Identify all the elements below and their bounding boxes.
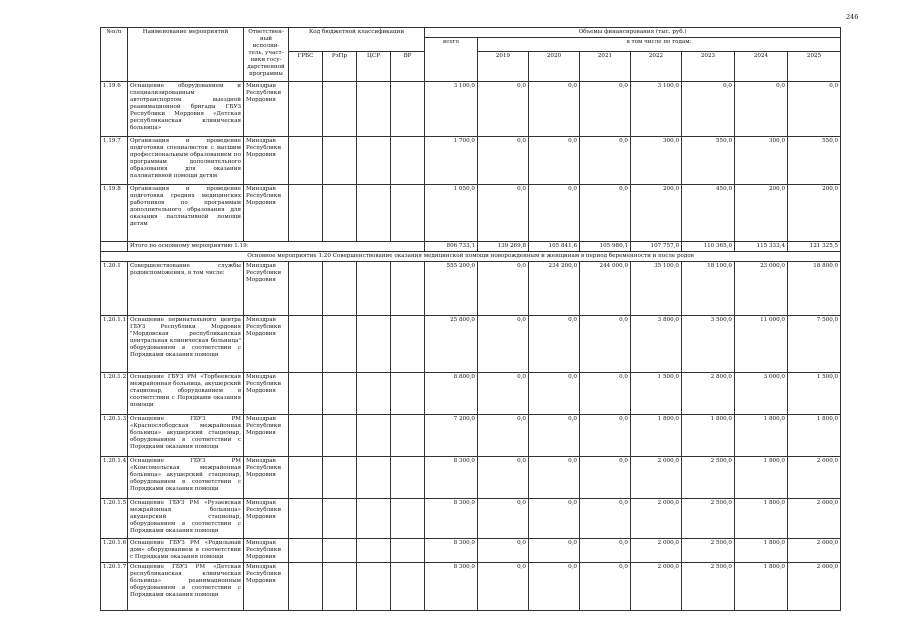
row-code-cell (289, 563, 323, 611)
row-year-value: 0,0 (580, 373, 631, 415)
row-name: Оснащение ГБУЗ РМ «Рузаевская межрайонная больница» акушерский стационар, оборудованием в соответствии с Порядками оказания помощи (128, 499, 244, 539)
row-year-value: 0,0 (529, 415, 580, 457)
header-name: Наименование мероприятий (128, 28, 244, 82)
row-code-cell (391, 457, 425, 499)
row-year-value: 0,0 (580, 316, 631, 373)
table-row (101, 563, 841, 611)
row-year-value: 234 200,0 (529, 262, 580, 316)
header-year: 2020 (529, 52, 580, 82)
row-total: 1 050,0 (425, 185, 478, 242)
header-code-grbs: ГРБС (289, 52, 323, 82)
row-year-value: 244 000,0 (580, 262, 631, 316)
row-year-value: 1 800,0 (735, 563, 788, 611)
row-year-value: 0,0 (529, 563, 580, 611)
row-year-value: 0,0 (529, 539, 580, 563)
subtotal-year-value: 121 325,5 (788, 242, 841, 252)
row-code-cell (391, 82, 425, 137)
header-including: в том числе по годам: (478, 38, 841, 52)
row-code-cell (289, 539, 323, 563)
row-code-cell (357, 316, 391, 373)
row-code-cell (289, 316, 323, 373)
row-year-value: 0,0 (529, 137, 580, 185)
row-total: 8 800,0 (425, 373, 478, 415)
row-code-cell (323, 499, 357, 539)
row-year-value: 2 000,0 (631, 457, 682, 499)
header-row-1 (101, 28, 841, 38)
row-year-value: 3 500,0 (682, 316, 735, 373)
row-year-value: 2 000,0 (631, 499, 682, 539)
row-code-cell (357, 262, 391, 316)
row-code-cell (391, 563, 425, 611)
header-year: 2021 (580, 52, 631, 82)
row-year-value: 0,0 (580, 415, 631, 457)
subtotal-row (101, 242, 841, 252)
subtotal-year-value: 105 841,6 (529, 242, 580, 252)
row-total: 25 800,0 (425, 316, 478, 373)
row-code-cell (323, 373, 357, 415)
row-total: 555 200,0 (425, 262, 478, 316)
row-year-value: 200,0 (788, 185, 841, 242)
row-year-value: 35 100,0 (631, 262, 682, 316)
row-year-value: 0,0 (478, 82, 529, 137)
row-year-value: 0,0 (529, 185, 580, 242)
table-row (101, 373, 841, 415)
row-code-cell (391, 415, 425, 457)
financing-table (100, 27, 841, 611)
row-year-value: 23 000,0 (735, 262, 788, 316)
row-name: Оснащение ГБУЗ РМ «Детская республиканская клиническая больница» реанимационным оборудованием в соответствии с Порядками оказания помощи (128, 563, 244, 611)
row-id: 1.20.1.5 (101, 499, 128, 539)
row-code-cell (323, 185, 357, 242)
row-responsible: Минздрав Республики Мордовия (244, 457, 289, 499)
row-name: Организация и проведение подготовки специалистов с высшим профессиональным образованием по программам дополнительного образования для оказания паллиативной помощи детям (128, 137, 244, 185)
row-year-value: 550,0 (682, 137, 735, 185)
row-code-cell (391, 262, 425, 316)
row-id: 1.20.1.2 (101, 373, 128, 415)
row-code-cell (289, 373, 323, 415)
row-year-value: 0,0 (580, 457, 631, 499)
row-year-value: 2 000,0 (788, 457, 841, 499)
header-code-rzpr: РзПр (323, 52, 357, 82)
row-year-value: 18 100,0 (682, 262, 735, 316)
row-code-cell (357, 137, 391, 185)
row-year-value: 0,0 (682, 82, 735, 137)
row-responsible: Минздрав Республики Мордовия (244, 539, 289, 563)
row-year-value: 0,0 (580, 563, 631, 611)
row-id: 1.20.1.6 (101, 539, 128, 563)
header-year: 2022 (631, 52, 682, 82)
row-code-cell (289, 82, 323, 137)
header-total: всего (425, 38, 478, 82)
table-row (101, 185, 841, 242)
row-year-value: 1 800,0 (735, 539, 788, 563)
row-year-value: 1 800,0 (735, 499, 788, 539)
row-year-value: 2 000,0 (788, 563, 841, 611)
row-year-value: 11 000,0 (735, 316, 788, 373)
row-name: Оснащение оборудованием и специализированным автотранспортом выездной реанимационной бригады ГБУЗ Республики Мордовия «Детская республиканская клиническая больница» (128, 82, 244, 137)
subtotal-year-value: 105 980,1 (580, 242, 631, 252)
row-year-value: 200,0 (631, 185, 682, 242)
row-id: 1.20.1.4 (101, 457, 128, 499)
row-year-value: 0,0 (478, 185, 529, 242)
row-year-value: 1 500,0 (788, 373, 841, 415)
row-code-cell (289, 415, 323, 457)
row-year-value: 1 800,0 (735, 457, 788, 499)
row-year-value: 0,0 (478, 457, 529, 499)
row-code-cell (391, 539, 425, 563)
row-code-cell (289, 457, 323, 499)
row-id: 1.19.8 (101, 185, 128, 242)
subtotal-year-value: 110 365,0 (682, 242, 735, 252)
header-budget-code: Код бюджетной классификации (289, 28, 425, 52)
row-total: 3 100,0 (425, 82, 478, 137)
row-code-cell (391, 316, 425, 373)
row-year-value: 0,0 (529, 316, 580, 373)
row-responsible: Минздрав Республики Мордовия (244, 373, 289, 415)
row-year-value: 2 500,0 (682, 563, 735, 611)
row-year-value: 200,0 (735, 185, 788, 242)
row-year-value: 0,0 (580, 499, 631, 539)
row-year-value: 1 500,0 (631, 373, 682, 415)
subtotal-total: 806 733,1 (425, 242, 478, 252)
row-year-value: 0,0 (478, 563, 529, 611)
header-year: 2025 (788, 52, 841, 82)
row-year-value: 0,0 (529, 82, 580, 137)
row-year-value: 2 000,0 (631, 563, 682, 611)
row-code-cell (357, 82, 391, 137)
table-row (101, 415, 841, 457)
row-id: 1.20.1.3 (101, 415, 128, 457)
row-year-value: 7 500,0 (788, 316, 841, 373)
header-year: 2019 (478, 52, 529, 82)
row-responsible: Минздрав Республики Мордовия (244, 563, 289, 611)
row-year-value: 0,0 (529, 499, 580, 539)
row-name: Организация и проведение подготовки средних медицинских работников по программам дополнительного образования для оказания паллиативной помощи детям (128, 185, 244, 242)
row-year-value: 0,0 (478, 316, 529, 373)
row-year-value: 18 800,0 (788, 262, 841, 316)
table-row (101, 137, 841, 185)
row-name: Оснащение ГБУЗ РМ «Торбеевская межрайонная больница, акушерский стационар, оборудованием в соответствии с Порядками оказания помощи (128, 373, 244, 415)
row-year-value: 2 500,0 (682, 499, 735, 539)
row-id: 1.20.1.7 (101, 563, 128, 611)
row-code-cell (323, 563, 357, 611)
row-year-value: 3 000,0 (735, 373, 788, 415)
subtotal-year-value: 107 757,0 (631, 242, 682, 252)
row-total: 8 300,0 (425, 499, 478, 539)
row-name: Совершенствование службы родовспоможения, в том числе: (128, 262, 244, 316)
row-year-value: 0,0 (478, 262, 529, 316)
row-total: 1 700,0 (425, 137, 478, 185)
row-responsible: Минздрав Республики Мордовия (244, 415, 289, 457)
row-id: 1.19.6 (101, 82, 128, 137)
row-year-value: 3 100,0 (631, 82, 682, 137)
row-year-value: 1 800,0 (631, 415, 682, 457)
row-total: 8 300,0 (425, 457, 478, 499)
subtotal-year-value: 139 269,8 (478, 242, 529, 252)
row-year-value: 450,0 (682, 185, 735, 242)
row-code-cell (357, 415, 391, 457)
header-code-vr: ВР (391, 52, 425, 82)
row-responsible: Минздрав Республики Мордовия (244, 185, 289, 242)
row-year-value: 3 800,0 (631, 316, 682, 373)
row-year-value: 300,0 (631, 137, 682, 185)
row-year-value: 2 000,0 (788, 539, 841, 563)
row-year-value: 2 500,0 (682, 457, 735, 499)
row-responsible: Минздрав Республики Мордовия (244, 82, 289, 137)
subtotal-label: Итого по основному мероприятию 1.19: (128, 242, 425, 252)
row-total: 7 200,0 (425, 415, 478, 457)
row-year-value: 0,0 (580, 137, 631, 185)
row-code-cell (391, 185, 425, 242)
row-code-cell (323, 316, 357, 373)
header-no: №п/п (101, 28, 128, 82)
row-total: 8 300,0 (425, 563, 478, 611)
row-year-value: 300,0 (735, 137, 788, 185)
row-code-cell (323, 457, 357, 499)
row-id: 1.20.1.1 (101, 316, 128, 373)
row-code-cell (357, 373, 391, 415)
row-code-cell (391, 137, 425, 185)
header-financing: Объемы финансирования (тыс. руб.) (425, 28, 841, 38)
row-year-value: 0,0 (529, 373, 580, 415)
table-row (101, 262, 841, 316)
row-code-cell (357, 563, 391, 611)
row-year-value: 1 800,0 (735, 415, 788, 457)
header-responsible: Ответствен-ный исполни-тель, участ-ники госу-дарственной программы (244, 28, 289, 82)
row-year-value: 0,0 (478, 499, 529, 539)
row-year-value: 1 800,0 (788, 415, 841, 457)
header-year: 2024 (735, 52, 788, 82)
row-year-value: 2 800,0 (682, 373, 735, 415)
row-name: Оснащение ГБУЗ РМ «Родильный дом» оборудованием в соответствии с Порядками оказания помощи (128, 539, 244, 563)
subtotal-year-value: 115 333,4 (735, 242, 788, 252)
row-code-cell (323, 539, 357, 563)
header-year: 2023 (682, 52, 735, 82)
row-year-value: 0,0 (478, 373, 529, 415)
row-responsible: Минздрав Республики Мордовия (244, 137, 289, 185)
table-row (101, 316, 841, 373)
subtotal-empty (101, 242, 128, 252)
table-row (101, 82, 841, 137)
row-code-cell (323, 262, 357, 316)
row-year-value: 0,0 (580, 82, 631, 137)
row-code-cell (289, 262, 323, 316)
row-year-value: 0,0 (735, 82, 788, 137)
row-code-cell (323, 82, 357, 137)
row-code-cell (391, 373, 425, 415)
table-row (101, 539, 841, 563)
row-year-value: 0,0 (788, 82, 841, 137)
row-responsible: Минздрав Республики Мордовия (244, 316, 289, 373)
row-year-value: 2 000,0 (788, 499, 841, 539)
row-responsible: Минздрав Республики Мордовия (244, 499, 289, 539)
row-code-cell (323, 415, 357, 457)
row-name: Оснащение перинатального центра ГБУЗ Республики Мордовия "Мордовская республиканская центральная клиническая больница" оборудованием в соответствии с Порядками оказания помощи (128, 316, 244, 373)
row-name: Оснащение ГБУЗ РМ «Краснослободская межрайонная больница» акушерский стационар, оборудованием в соответствии с Порядками оказания помощи (128, 415, 244, 457)
row-id: 1.19.7 (101, 137, 128, 185)
section-row (101, 252, 841, 262)
row-code-cell (357, 185, 391, 242)
row-code-cell (323, 137, 357, 185)
row-code-cell (289, 137, 323, 185)
row-code-cell (289, 499, 323, 539)
table-row (101, 457, 841, 499)
row-year-value: 0,0 (580, 539, 631, 563)
row-name: Оснащение ГБУЗ РМ «Комсомольская межрайонная больница» акушерский стационар, оборудованием в соответствии с Порядками оказания помощи (128, 457, 244, 499)
row-code-cell (357, 457, 391, 499)
row-code-cell (289, 185, 323, 242)
page-number: 246 (846, 13, 859, 21)
table-row (101, 499, 841, 539)
row-year-value: 2 500,0 (682, 539, 735, 563)
row-year-value: 0,0 (580, 185, 631, 242)
row-year-value: 1 800,0 (682, 415, 735, 457)
row-year-value: 0,0 (478, 415, 529, 457)
row-code-cell (357, 539, 391, 563)
row-id: 1.20.1 (101, 262, 128, 316)
row-code-cell (391, 499, 425, 539)
header-code-csr: ЦСР (357, 52, 391, 82)
row-year-value: 2 000,0 (631, 539, 682, 563)
row-code-cell (357, 499, 391, 539)
row-year-value: 0,0 (478, 137, 529, 185)
section-title: Основное мероприятие 1.20 Совершенствование оказания медицинской помощи новорожденным и женщинам в период беременности и после родов (101, 252, 841, 262)
row-responsible: Минздрав Республики Мордовия (244, 262, 289, 316)
row-year-value: 0,0 (529, 457, 580, 499)
row-year-value: 0,0 (478, 539, 529, 563)
row-total: 8 300,0 (425, 539, 478, 563)
row-year-value: 550,0 (788, 137, 841, 185)
